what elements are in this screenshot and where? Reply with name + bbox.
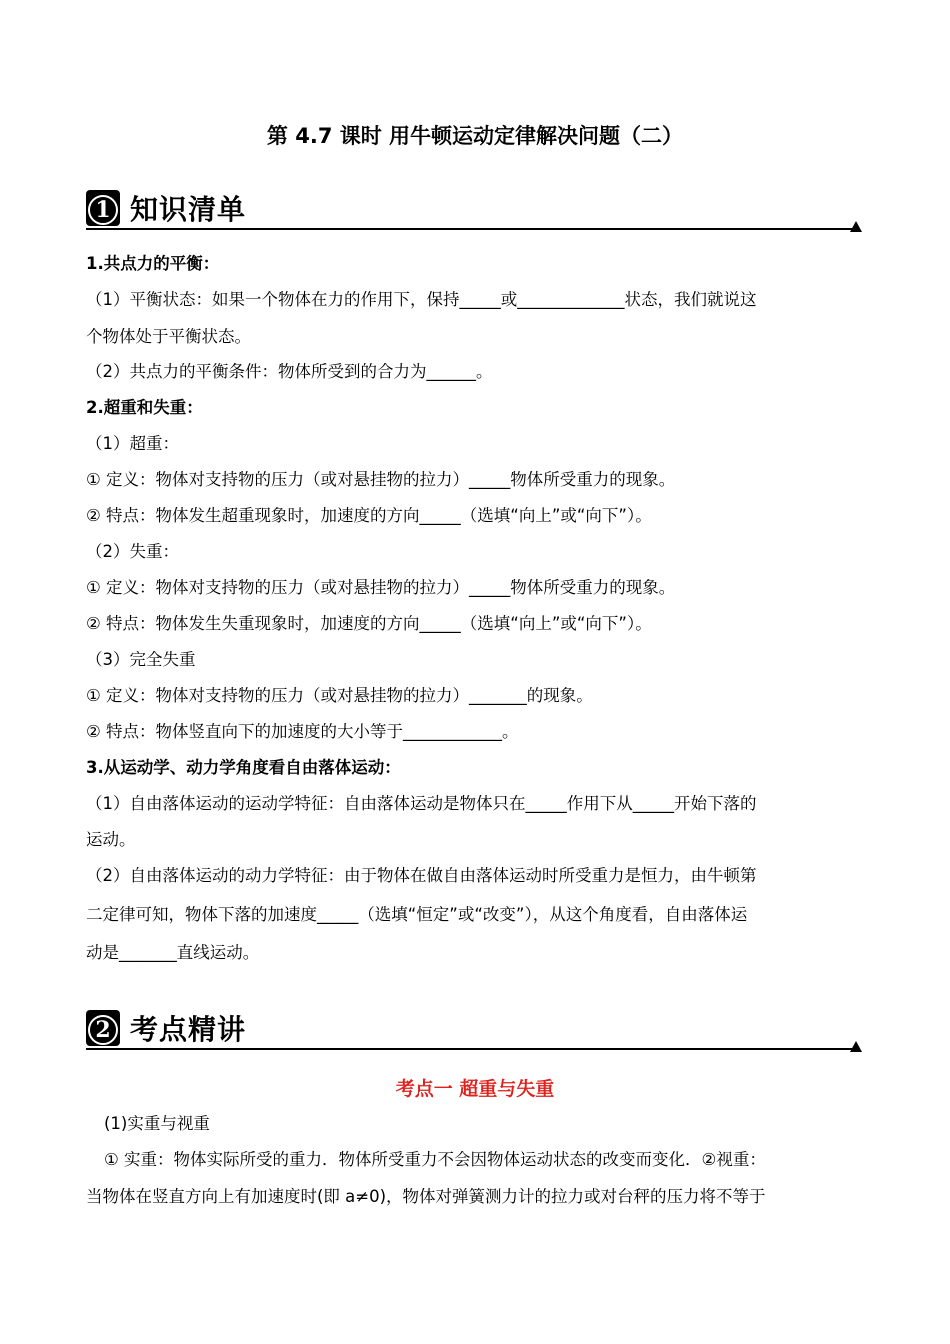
text-line: ① 定义：物体对支持物的压力（或对悬挂物的拉力）_______的现象。: [86, 686, 593, 705]
text-line: ② 特点：物体发生超重现象时，加速度的方向_____（选填“向上”或“向下”）。: [86, 506, 652, 525]
section-rule: [86, 228, 852, 230]
heading-overweight: 2.超重和失重：: [86, 398, 203, 417]
text-line: 运动。: [86, 830, 136, 849]
topic-title: 考点一 超重与失重: [395, 1078, 555, 1100]
text-line: 当物体在竖直方向上有加速度时(即 a≠0)，物体对弹簧测力计的拉力或对台秤的压力将不等于: [86, 1187, 766, 1206]
section-header-key-points: [86, 1008, 862, 1052]
text-line: 个物体处于平衡状态。: [86, 327, 251, 346]
text-line: （1）自由落体运动的运动学特征：自由落体运动是物体只在_____作用下从_____开始下落的: [86, 794, 757, 813]
page-title: 第 4.7 课时 用牛顿运动定律解决问题（二）: [266, 124, 684, 148]
text-line: 动是_______直线运动。: [86, 943, 260, 962]
text-line: ① 实重：物体实际所受的重力．物体所受重力不会因物体运动状态的改变而变化．②视重：: [104, 1150, 766, 1169]
heading-free-fall: 3.从运动学、动力学角度看自由落体运动：: [86, 758, 401, 777]
heading-equilibrium: 1.共点力的平衡：: [86, 254, 220, 273]
text-line: ② 特点：物体发生失重现象时，加速度的方向_____（选填“向上”或“向下”）。: [86, 614, 652, 633]
text-line: (1)实重与视重: [104, 1114, 210, 1133]
section-number-badge: 1: [86, 190, 120, 226]
section-label: 知识清单: [130, 193, 247, 226]
text-line: （2）失重：: [86, 542, 179, 561]
text-line: （2）共点力的平衡条件：物体所受到的合力为______。: [86, 362, 493, 381]
text-line: （3）完全失重: [86, 650, 196, 669]
text-line: ② 特点：物体竖直向下的加速度的大小等于____________。: [86, 722, 519, 741]
text-line: （1）超重：: [86, 434, 179, 453]
triangle-marker-icon: [850, 221, 862, 232]
text-line: （1）平衡状态：如果一个物体在力的作用下，保持_____或_____________状态，我们就说这: [86, 290, 757, 309]
triangle-marker-icon: [850, 1041, 862, 1052]
text-line: （2）自由落体运动的动力学特征：由于物体在做自由落体运动时所受重力是恒力，由牛顿第: [86, 866, 757, 885]
section-rule: [86, 1048, 852, 1050]
text-line: 二定律可知，物体下落的加速度_____（选填“恒定”或“改变”），从这个角度看，自由落体运: [86, 905, 748, 924]
section-number-badge: 2: [86, 1010, 120, 1046]
text-line: ① 定义：物体对支持物的压力（或对悬挂物的拉力）_____物体所受重力的现象。: [86, 470, 676, 489]
section-header-knowledge: [86, 188, 862, 232]
section-label: 考点精讲: [130, 1013, 247, 1046]
text-line: ① 定义：物体对支持物的压力（或对悬挂物的拉力）_____物体所受重力的现象。: [86, 578, 676, 597]
